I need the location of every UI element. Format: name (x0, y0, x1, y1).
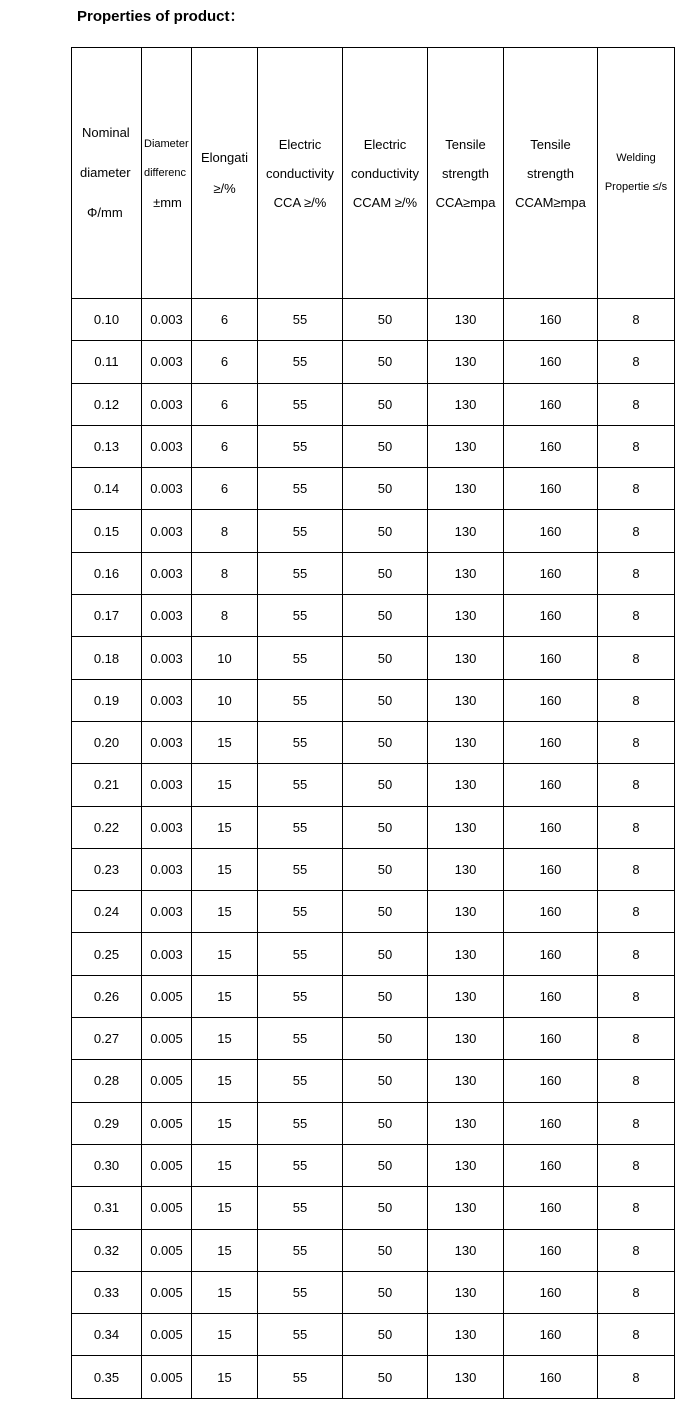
cell-conductivity-cca: 55 (258, 933, 343, 975)
header-text: ±mm (153, 194, 182, 210)
cell-welding: 8 (598, 764, 675, 806)
cell-tensile-ccam: 160 (504, 891, 598, 933)
cell-diameter-difference: 0.005 (142, 1271, 192, 1313)
cell-tensile-cca: 130 (428, 721, 504, 763)
cell-conductivity-ccam: 50 (343, 679, 428, 721)
cell-tensile-ccam: 160 (504, 637, 598, 679)
cell-welding: 8 (598, 1102, 675, 1144)
cell-tensile-cca: 130 (428, 764, 504, 806)
header-tensile-cca (428, 48, 504, 299)
cell-conductivity-cca: 55 (258, 1144, 343, 1186)
header-diameter-difference (142, 48, 192, 299)
cell-tensile-ccam: 160 (504, 933, 598, 975)
table-row (72, 891, 675, 933)
table-body (72, 299, 675, 1399)
header-text: diameter (80, 165, 131, 180)
cell-conductivity-cca: 55 (258, 848, 343, 890)
cell-tensile-ccam: 160 (504, 1314, 598, 1356)
cell-nominal-diameter: 0.25 (72, 933, 142, 975)
cell-diameter-difference: 0.005 (142, 1102, 192, 1144)
cell-nominal-diameter: 0.30 (72, 1144, 142, 1186)
cell-diameter-difference: 0.003 (142, 806, 192, 848)
cell-elongation: 6 (192, 425, 258, 467)
cell-welding: 8 (598, 975, 675, 1017)
cell-welding: 8 (598, 468, 675, 510)
header-text: CCA ≥/% (273, 194, 327, 210)
table-row (72, 721, 675, 763)
cell-tensile-cca: 130 (428, 1102, 504, 1144)
cell-conductivity-ccam: 50 (343, 848, 428, 890)
cell-nominal-diameter: 0.10 (72, 299, 142, 341)
properties-table (71, 47, 675, 1399)
table-row (72, 679, 675, 721)
cell-diameter-difference: 0.003 (142, 891, 192, 933)
cell-conductivity-cca: 55 (258, 552, 343, 594)
cell-elongation: 15 (192, 806, 258, 848)
table-row (72, 806, 675, 848)
cell-elongation: 15 (192, 975, 258, 1017)
cell-diameter-difference: 0.003 (142, 933, 192, 975)
header-text: Welding (616, 152, 656, 164)
cell-welding: 8 (598, 510, 675, 552)
cell-elongation: 15 (192, 1102, 258, 1144)
cell-nominal-diameter: 0.23 (72, 848, 142, 890)
table-row (72, 299, 675, 341)
cell-elongation: 15 (192, 1314, 258, 1356)
cell-welding: 8 (598, 341, 675, 383)
cell-conductivity-cca: 55 (258, 1229, 343, 1271)
table-row (72, 933, 675, 975)
header-text: ≥/% (213, 181, 236, 196)
cell-tensile-cca: 130 (428, 933, 504, 975)
cell-nominal-diameter: 0.15 (72, 510, 142, 552)
header-text: Tensile (530, 136, 571, 152)
cell-conductivity-ccam: 50 (343, 1229, 428, 1271)
cell-tensile-ccam: 160 (504, 764, 598, 806)
header-text: Elongati (201, 150, 248, 165)
cell-tensile-ccam: 160 (504, 1018, 598, 1060)
cell-conductivity-ccam: 50 (343, 510, 428, 552)
cell-tensile-ccam: 160 (504, 510, 598, 552)
header-text: Tensile (445, 136, 486, 152)
cell-tensile-ccam: 160 (504, 468, 598, 510)
header-text: Electric (363, 136, 407, 152)
table-row (72, 552, 675, 594)
cell-conductivity-ccam: 50 (343, 1144, 428, 1186)
cell-diameter-difference: 0.005 (142, 1187, 192, 1229)
cell-elongation: 8 (192, 552, 258, 594)
header-text: Propertie ≤/s (604, 181, 668, 193)
cell-nominal-diameter: 0.21 (72, 764, 142, 806)
cell-nominal-diameter: 0.35 (72, 1356, 142, 1398)
cell-conductivity-cca: 55 (258, 1314, 343, 1356)
cell-diameter-difference: 0.003 (142, 764, 192, 806)
cell-nominal-diameter: 0.29 (72, 1102, 142, 1144)
cell-diameter-difference: 0.005 (142, 975, 192, 1017)
cell-diameter-difference: 0.003 (142, 341, 192, 383)
cell-conductivity-ccam: 50 (343, 425, 428, 467)
cell-welding: 8 (598, 848, 675, 890)
cell-conductivity-ccam: 50 (343, 468, 428, 510)
cell-nominal-diameter: 0.20 (72, 721, 142, 763)
cell-tensile-ccam: 160 (504, 721, 598, 763)
cell-welding: 8 (598, 933, 675, 975)
table-row (72, 1144, 675, 1186)
table-row (72, 975, 675, 1017)
cell-tensile-cca: 130 (428, 425, 504, 467)
cell-conductivity-cca: 55 (258, 1102, 343, 1144)
cell-nominal-diameter: 0.27 (72, 1018, 142, 1060)
cell-tensile-ccam: 160 (504, 1356, 598, 1398)
header-nominal-diameter (72, 48, 142, 299)
header-text: strength (527, 165, 574, 181)
cell-conductivity-ccam: 50 (343, 1356, 428, 1398)
cell-tensile-ccam: 160 (504, 425, 598, 467)
cell-diameter-difference: 0.005 (142, 1018, 192, 1060)
cell-conductivity-ccam: 50 (343, 1187, 428, 1229)
cell-nominal-diameter: 0.32 (72, 1229, 142, 1271)
cell-conductivity-ccam: 50 (343, 595, 428, 637)
cell-diameter-difference: 0.003 (142, 552, 192, 594)
cell-nominal-diameter: 0.28 (72, 1060, 142, 1102)
cell-welding: 8 (598, 1356, 675, 1398)
cell-diameter-difference: 0.003 (142, 595, 192, 637)
cell-tensile-ccam: 160 (504, 299, 598, 341)
table-row (72, 1102, 675, 1144)
cell-elongation: 15 (192, 848, 258, 890)
cell-conductivity-cca: 55 (258, 299, 343, 341)
cell-nominal-diameter: 0.18 (72, 637, 142, 679)
table-row (72, 637, 675, 679)
cell-nominal-diameter: 0.12 (72, 383, 142, 425)
header-conductivity-cca (258, 48, 343, 299)
cell-diameter-difference: 0.005 (142, 1314, 192, 1356)
header-conductivity-ccam (343, 48, 428, 299)
header-text: CCAM ≥/% (352, 194, 418, 210)
cell-tensile-ccam: 160 (504, 1187, 598, 1229)
cell-tensile-cca: 130 (428, 1356, 504, 1398)
header-text: Φ/mm (87, 205, 123, 220)
table-row (72, 1187, 675, 1229)
cell-tensile-cca: 130 (428, 383, 504, 425)
cell-tensile-cca: 130 (428, 1187, 504, 1229)
cell-conductivity-ccam: 50 (343, 637, 428, 679)
cell-diameter-difference: 0.005 (142, 1060, 192, 1102)
cell-elongation: 15 (192, 1187, 258, 1229)
table-row (72, 1229, 675, 1271)
cell-conductivity-cca: 55 (258, 1356, 343, 1398)
cell-diameter-difference: 0.005 (142, 1229, 192, 1271)
table-row (72, 425, 675, 467)
cell-conductivity-ccam: 50 (343, 299, 428, 341)
header-text: Nominal (82, 125, 130, 140)
cell-welding: 8 (598, 806, 675, 848)
cell-tensile-ccam: 160 (504, 1271, 598, 1313)
header-text: CCAM≥mpa (515, 194, 586, 210)
cell-tensile-cca: 130 (428, 637, 504, 679)
cell-conductivity-ccam: 50 (343, 721, 428, 763)
cell-welding: 8 (598, 1187, 675, 1229)
header-text: differenc (144, 166, 186, 179)
table-row (72, 1060, 675, 1102)
cell-tensile-ccam: 160 (504, 1229, 598, 1271)
cell-nominal-diameter: 0.16 (72, 552, 142, 594)
cell-elongation: 15 (192, 721, 258, 763)
header-row (72, 48, 675, 299)
table-row (72, 1271, 675, 1313)
header-text: conductivity (351, 165, 419, 181)
cell-welding: 8 (598, 383, 675, 425)
cell-welding: 8 (598, 595, 675, 637)
cell-conductivity-cca: 55 (258, 341, 343, 383)
cell-welding: 8 (598, 721, 675, 763)
cell-elongation: 6 (192, 299, 258, 341)
cell-welding: 8 (598, 891, 675, 933)
table-row (72, 510, 675, 552)
cell-diameter-difference: 0.003 (142, 299, 192, 341)
cell-welding: 8 (598, 299, 675, 341)
cell-conductivity-cca: 55 (258, 595, 343, 637)
cell-elongation: 6 (192, 383, 258, 425)
cell-diameter-difference: 0.003 (142, 510, 192, 552)
table-row (72, 764, 675, 806)
cell-conductivity-cca: 55 (258, 891, 343, 933)
cell-diameter-difference: 0.003 (142, 637, 192, 679)
cell-tensile-cca: 130 (428, 1271, 504, 1313)
cell-nominal-diameter: 0.33 (72, 1271, 142, 1313)
cell-elongation: 15 (192, 1018, 258, 1060)
table-row (72, 383, 675, 425)
cell-tensile-ccam: 160 (504, 806, 598, 848)
cell-tensile-cca: 130 (428, 848, 504, 890)
cell-conductivity-ccam: 50 (343, 552, 428, 594)
cell-elongation: 15 (192, 1356, 258, 1398)
cell-nominal-diameter: 0.17 (72, 595, 142, 637)
cell-welding: 8 (598, 1018, 675, 1060)
table-row (72, 1314, 675, 1356)
cell-conductivity-cca: 55 (258, 806, 343, 848)
cell-tensile-cca: 130 (428, 975, 504, 1017)
cell-elongation: 15 (192, 891, 258, 933)
cell-nominal-diameter: 0.14 (72, 468, 142, 510)
cell-conductivity-cca: 55 (258, 1271, 343, 1313)
cell-welding: 8 (598, 1271, 675, 1313)
header-text: Diameter (144, 137, 189, 150)
page-title: Properties of product： (77, 8, 245, 25)
cell-tensile-ccam: 160 (504, 341, 598, 383)
cell-nominal-diameter: 0.11 (72, 341, 142, 383)
cell-welding: 8 (598, 425, 675, 467)
cell-tensile-ccam: 160 (504, 1144, 598, 1186)
cell-tensile-cca: 130 (428, 1018, 504, 1060)
cell-elongation: 8 (192, 595, 258, 637)
cell-elongation: 15 (192, 1060, 258, 1102)
cell-tensile-cca: 130 (428, 891, 504, 933)
cell-tensile-ccam: 160 (504, 975, 598, 1017)
cell-diameter-difference: 0.003 (142, 848, 192, 890)
cell-nominal-diameter: 0.22 (72, 806, 142, 848)
cell-elongation: 6 (192, 468, 258, 510)
cell-elongation: 10 (192, 637, 258, 679)
cell-elongation: 15 (192, 1229, 258, 1271)
cell-conductivity-cca: 55 (258, 383, 343, 425)
cell-tensile-ccam: 160 (504, 1060, 598, 1102)
cell-welding: 8 (598, 1144, 675, 1186)
cell-tensile-ccam: 160 (504, 383, 598, 425)
table-row (72, 1018, 675, 1060)
cell-tensile-cca: 130 (428, 1144, 504, 1186)
cell-conductivity-ccam: 50 (343, 1271, 428, 1313)
cell-tensile-cca: 130 (428, 468, 504, 510)
cell-diameter-difference: 0.003 (142, 679, 192, 721)
cell-elongation: 8 (192, 510, 258, 552)
cell-tensile-cca: 130 (428, 299, 504, 341)
cell-welding: 8 (598, 1229, 675, 1271)
table-row (72, 1356, 675, 1398)
cell-diameter-difference: 0.003 (142, 425, 192, 467)
cell-conductivity-cca: 55 (258, 679, 343, 721)
cell-conductivity-ccam: 50 (343, 1102, 428, 1144)
cell-welding: 8 (598, 637, 675, 679)
cell-tensile-ccam: 160 (504, 848, 598, 890)
cell-conductivity-ccam: 50 (343, 933, 428, 975)
cell-welding: 8 (598, 1060, 675, 1102)
cell-elongation: 10 (192, 679, 258, 721)
cell-conductivity-cca: 55 (258, 1018, 343, 1060)
table-row (72, 848, 675, 890)
cell-nominal-diameter: 0.19 (72, 679, 142, 721)
cell-nominal-diameter: 0.34 (72, 1314, 142, 1356)
cell-conductivity-ccam: 50 (343, 764, 428, 806)
cell-elongation: 15 (192, 933, 258, 975)
cell-elongation: 15 (192, 1271, 258, 1313)
header-elongation (192, 48, 258, 299)
cell-conductivity-cca: 55 (258, 764, 343, 806)
cell-conductivity-ccam: 50 (343, 806, 428, 848)
cell-conductivity-cca: 55 (258, 975, 343, 1017)
cell-tensile-cca: 130 (428, 1229, 504, 1271)
cell-tensile-cca: 130 (428, 679, 504, 721)
cell-conductivity-ccam: 50 (343, 341, 428, 383)
cell-tensile-cca: 130 (428, 806, 504, 848)
table-row (72, 468, 675, 510)
cell-tensile-ccam: 160 (504, 552, 598, 594)
cell-nominal-diameter: 0.13 (72, 425, 142, 467)
header-text: CCA≥mpa (435, 194, 496, 210)
cell-conductivity-cca: 55 (258, 721, 343, 763)
cell-conductivity-cca: 55 (258, 510, 343, 552)
table-row (72, 341, 675, 383)
cell-nominal-diameter: 0.31 (72, 1187, 142, 1229)
cell-tensile-ccam: 160 (504, 1102, 598, 1144)
cell-nominal-diameter: 0.24 (72, 891, 142, 933)
cell-diameter-difference: 0.005 (142, 1144, 192, 1186)
cell-tensile-cca: 130 (428, 552, 504, 594)
cell-conductivity-ccam: 50 (343, 975, 428, 1017)
header-text: conductivity (266, 165, 334, 181)
cell-tensile-cca: 130 (428, 1314, 504, 1356)
header-tensile-ccam (504, 48, 598, 299)
header-text: Electric (278, 136, 322, 152)
cell-tensile-ccam: 160 (504, 679, 598, 721)
cell-welding: 8 (598, 552, 675, 594)
cell-conductivity-ccam: 50 (343, 1018, 428, 1060)
cell-tensile-cca: 130 (428, 595, 504, 637)
cell-conductivity-cca: 55 (258, 468, 343, 510)
cell-welding: 8 (598, 679, 675, 721)
cell-elongation: 15 (192, 764, 258, 806)
header-welding (598, 48, 675, 299)
cell-conductivity-cca: 55 (258, 1060, 343, 1102)
table-row (72, 595, 675, 637)
cell-conductivity-ccam: 50 (343, 383, 428, 425)
cell-diameter-difference: 0.003 (142, 721, 192, 763)
cell-conductivity-ccam: 50 (343, 891, 428, 933)
cell-tensile-cca: 130 (428, 510, 504, 552)
cell-diameter-difference: 0.003 (142, 468, 192, 510)
cell-tensile-cca: 130 (428, 1060, 504, 1102)
cell-conductivity-cca: 55 (258, 1187, 343, 1229)
cell-conductivity-ccam: 50 (343, 1060, 428, 1102)
header-text: strength (442, 165, 489, 181)
cell-conductivity-cca: 55 (258, 425, 343, 467)
cell-tensile-cca: 130 (428, 341, 504, 383)
cell-elongation: 15 (192, 1144, 258, 1186)
cell-conductivity-ccam: 50 (343, 1314, 428, 1356)
cell-tensile-ccam: 160 (504, 595, 598, 637)
cell-elongation: 6 (192, 341, 258, 383)
cell-diameter-difference: 0.005 (142, 1356, 192, 1398)
cell-welding: 8 (598, 1314, 675, 1356)
cell-conductivity-cca: 55 (258, 637, 343, 679)
cell-nominal-diameter: 0.26 (72, 975, 142, 1017)
cell-diameter-difference: 0.003 (142, 383, 192, 425)
